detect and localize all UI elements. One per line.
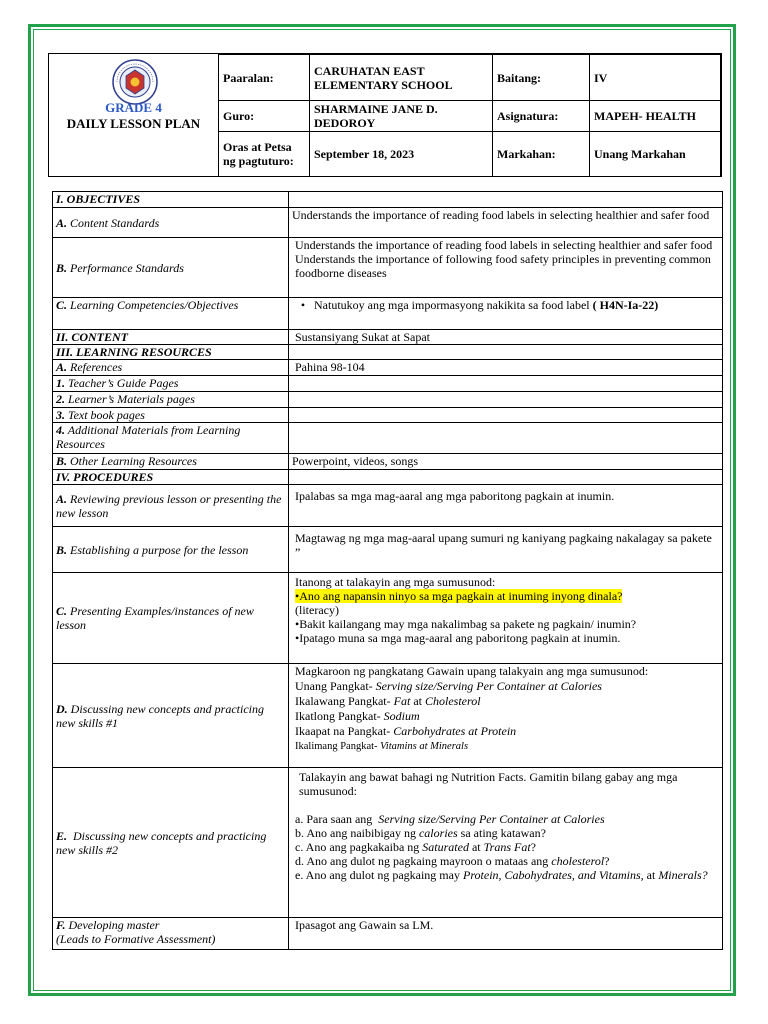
grade-level-label: Baitang: [493, 55, 590, 101]
school-value: CARUHATAN EAST ELEMENTARY SCHOOL [310, 55, 493, 101]
content-standards-value: Understands the importance of reading food labels in selecting healthier and safer food [289, 208, 723, 238]
resources-heading: III. LEARNING RESOURCES [53, 345, 289, 360]
highlighted-question: •Ano ang napansin ninyo sa mga pagkain at inuming inyong dinala? [295, 589, 623, 603]
quarter-value: Unang Markahan [590, 132, 721, 177]
teachers-guide-label: 1. Teacher’s Guide Pages [53, 376, 289, 392]
table-row [53, 408, 723, 423]
procedure-e-label: E. Discussing new concepts and practicing new skills #2 [53, 768, 289, 918]
competencies-value: • Natutukoy ang mga impormasyong nakikita sa food label ( H4N-Ia-22) [289, 298, 723, 330]
learners-materials-value [289, 392, 723, 408]
teacher-label: Guro: [219, 101, 310, 132]
header-title-block [49, 54, 218, 176]
lesson-plan-table [52, 191, 723, 950]
procedure-f-label: F. Developing master (Leads to Formative Assessment) [53, 918, 289, 950]
table-row [53, 470, 723, 485]
table-row [53, 664, 723, 768]
procedure-d-value: Magkaroon ng pangkatang Gawain upang talakyain ang mga sumusunod: Unang Pangkat- Serving size/Serving Per Container at Calories Ikalawang Pangkat- Fat at Cholesterol Ikatlong Pangkat- Sodium Ikaapat na Pangkat- Carbohydrates at Protein Ikalimang Pangkat- Vitamins at Minerals [289, 664, 723, 768]
datetime-label: Oras at Petsa ng pagtuturo: [219, 132, 310, 177]
table-row [53, 918, 723, 950]
procedure-a-label: A. Reviewing previous lesson or presenting the new lesson [53, 485, 289, 527]
additional-materials-label: 4. Additional Materials from Learning Resources [53, 423, 289, 454]
learners-materials-label: 2. Learner’s Materials pages [53, 392, 289, 408]
subject-value: MAPEH- HEALTH [590, 101, 721, 132]
table-row [53, 392, 723, 408]
references-label: A. References [53, 360, 289, 376]
objectives-heading: I. OBJECTIVES [53, 192, 289, 208]
table-row [53, 192, 723, 208]
competencies-label: C. Learning Competencies/Objectives [53, 298, 289, 330]
table-row [53, 454, 723, 470]
grade-level-value: IV [590, 55, 721, 101]
procedures-heading: IV. PROCEDURES [53, 470, 289, 485]
other-resources-value: Powerpoint, videos, songs [289, 454, 723, 470]
table-row [53, 345, 723, 360]
lesson-plan-header [48, 53, 722, 177]
header-info-table [218, 54, 721, 177]
teachers-guide-value [289, 376, 723, 392]
grade-label: GRADE 4 [105, 100, 162, 115]
procedure-d-label: D. Discussing new concepts and practicing new skills #1 [53, 664, 289, 768]
procedure-f-value: Ipasagot ang Gawain sa LM. [289, 918, 723, 950]
table-row [53, 208, 723, 238]
content-heading: II. CONTENT [53, 330, 289, 345]
procedure-c-value: Itanong at talakayin ang mga sumusunod: •Ano ang napansin ninyo sa mga pagkain at inuming inyong dinala? (literacy) •Bakit kailangang may mga nakalimbag sa pakete ng pagkain/ inumin? •Ipatago muna sa mga mag-aaral ang paboritong pagkain at inumin. [289, 573, 723, 664]
table-row [53, 527, 723, 573]
procedure-c-label: C. Presenting Examples/instances of new lesson [53, 573, 289, 664]
quarter-label: Markahan: [493, 132, 590, 177]
performance-standards-value: Understands the importance of reading food labels in selecting healthier and safer food Understands the importance of following food safety principles in preventing common foodborne diseases [289, 238, 723, 298]
subject-label: Asignatura: [493, 101, 590, 132]
table-row [53, 376, 723, 392]
performance-standards-label: B. Performance Standards [53, 238, 289, 298]
content-value: Sustansiyang Sukat at Sapat [289, 330, 723, 345]
textbook-value [289, 408, 723, 423]
procedure-e-value: Talakayin ang bawat bahagi ng Nutrition Facts. Gamitin bilang gabay ang mga sumusunod: a. Para saan ang Serving size/Serving Per Container at Calories b. Ano ang naibibigay ng calories sa ating katawan? c. Ano ang pagkakaiba ng Saturated at Trans Fat? d. Ano ang dulot ng pagkaing mayroon o mataas ang cholesterol? e. Ano ang dulot ng pagkaing may Protein, Cabohydrates, and Vitamins, at Minerals? [289, 768, 723, 918]
other-resources-label: B. Other Learning Resources [53, 454, 289, 470]
school-label: Paaralan: [219, 55, 310, 101]
textbook-label: 3. Text book pages [53, 408, 289, 423]
datetime-value: September 18, 2023 [310, 132, 493, 177]
content-standards-label: A. Content Standards [53, 208, 289, 238]
table-row [53, 768, 723, 918]
table-row [53, 238, 723, 298]
deped-seal-icon [111, 58, 159, 106]
table-row [53, 423, 723, 454]
references-value: Pahina 98-104 [289, 360, 723, 376]
table-row [53, 360, 723, 376]
table-row [53, 298, 723, 330]
teacher-value: SHARMAINE JANE D. DEDOROY [310, 101, 493, 132]
procedure-b-value: Magtawag ng mga mag-aaral upang sumuri ng kaniyang pagkaing nakalagay sa pakete ” [289, 527, 723, 573]
table-row [53, 485, 723, 527]
plan-title: DAILY LESSON PLAN [66, 116, 201, 131]
table-row [53, 330, 723, 345]
procedure-a-value: Ipalabas sa mga mag-aaral ang mga paboritong pagkain at inumin. [289, 485, 723, 527]
additional-materials-value [289, 423, 723, 454]
table-row [53, 573, 723, 664]
procedure-b-label: B. Establishing a purpose for the lesson [53, 527, 289, 573]
